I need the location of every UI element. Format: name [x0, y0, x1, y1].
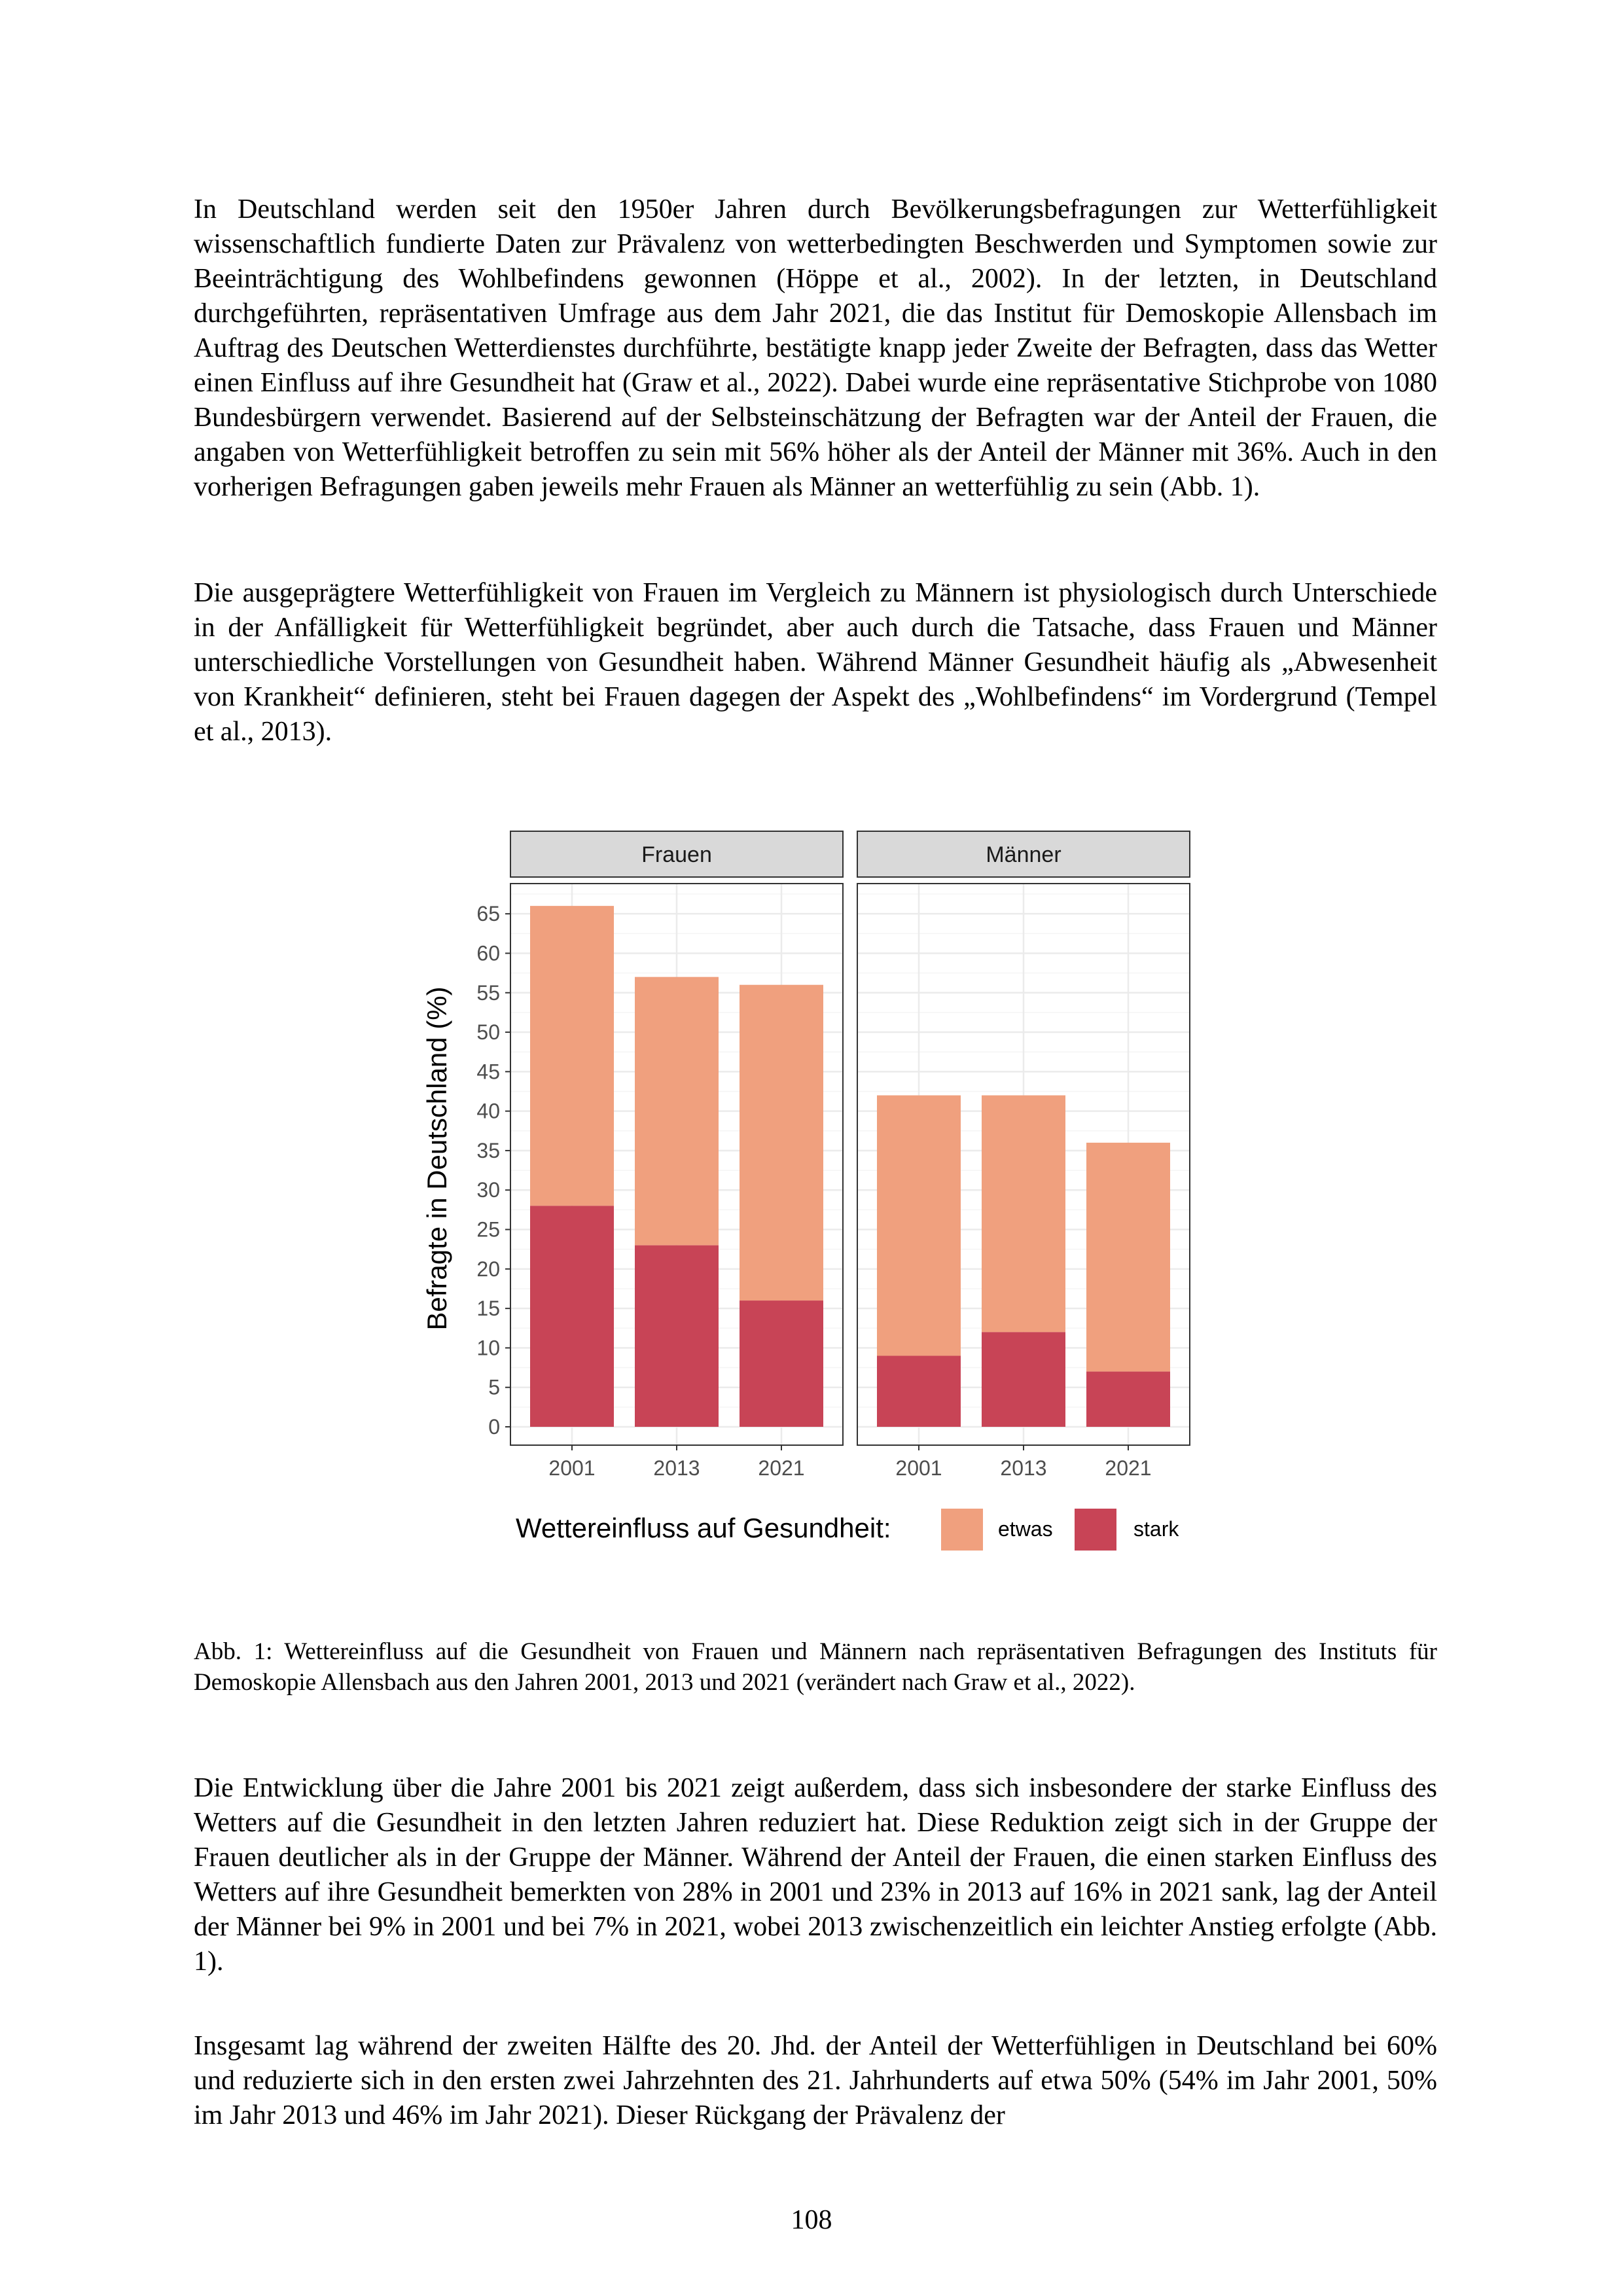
y-tick-label: 15: [476, 1297, 500, 1321]
y-tick-label: 60: [476, 941, 500, 965]
bar-etwas-männer-2013: [982, 1096, 1065, 1333]
facet-label: Männer: [986, 842, 1061, 867]
bar-stark-männer-2001: [877, 1355, 961, 1427]
bar-stark-männer-2021: [1086, 1372, 1170, 1427]
bar-etwas-frauen-2001: [530, 906, 614, 1206]
paragraph-4: Insgesamt lag während der zweiten Hälfte des 20. Jhd. der Anteil der Wetterfühligen in Deutschland bei 60% und reduzierte sich in den ersten zwei Jahrzehnten des 21. Jahrhunderts auf etwa 50% (54% im Jahr 2001, 50% im Jahr 2013 und 46% im Jahr 2021). Dieser Rückgang der Prävalenz der: [194, 2031, 1437, 2130]
y-tick-label: 25: [476, 1217, 500, 1242]
y-tick-label: 0: [488, 1415, 500, 1439]
x-tick-label: 2013: [1000, 1456, 1047, 1480]
y-tick-label: 40: [476, 1099, 500, 1123]
y-tick-label: 45: [476, 1060, 500, 1084]
paragraph-2: Die ausgeprägtere Wetterfühligkeit von Frauen im Vergleich zu Männern ist physiologisch durch Unterschiede in der Anfälligkeit für Wetterfühligkeit begründet, aber auch durch die Tatsache, dass Frauen und Männer unterschiedliche Vorstellungen von Gesundheit haben. Während Männer Gesundheit häufig als „Abwesenheit von Krankheit“ definieren, steht bei Frauen dagegen der Aspekt des „Wohlbefindens“ im Vordergrund (Tempel et al., 2013).: [194, 578, 1437, 747]
x-tick-label: 2001: [895, 1456, 942, 1480]
y-tick-label: 5: [488, 1375, 500, 1399]
x-tick-label: 2001: [548, 1456, 596, 1480]
y-tick-label: 20: [476, 1257, 500, 1281]
y-tick-label: 50: [476, 1020, 500, 1045]
legend-label-stark: stark: [1133, 1517, 1179, 1541]
x-tick-label: 2013: [653, 1456, 700, 1480]
x-tick-label: 2021: [1105, 1456, 1152, 1480]
bar-stark-frauen-2013: [635, 1246, 719, 1427]
bar-stark-frauen-2001: [530, 1206, 614, 1427]
bar-etwas-männer-2021: [1086, 1143, 1170, 1372]
legend-title: Wettereinfluss auf Gesundheit:: [516, 1513, 891, 1543]
y-tick-label: 55: [476, 980, 500, 1005]
bar-etwas-männer-2001: [877, 1096, 961, 1356]
y-tick-label: 30: [476, 1178, 500, 1202]
bar-etwas-frauen-2021: [740, 985, 823, 1300]
y-axis-label: Befragte in Deutschland (%): [421, 986, 452, 1331]
bar-etwas-frauen-2013: [635, 977, 719, 1246]
bar-stark-männer-2013: [982, 1332, 1065, 1427]
paragraph-3: Die Entwicklung über die Jahre 2001 bis 2021 zeigt außerdem, dass sich insbesondere der starke Einfluss des Wetters auf die Gesundheit in den letzten Jahren reduziert hat. Diese Reduktion zeigt sich in der Gruppe der Frauen deutlicher als in der Gruppe der Männer. Während der Anteil der Frauen, die einen starken Einfluss des Wetters auf ihre Gesundheit bemerkten von 28% in 2001 und 23% in 2013 auf 16% in 2021 sank, lag der Anteil der Männer bei 9% in 2001 und bei 7% in 2021, wobei 2013 zwischenzeitlich ein leichter Anstieg erfolgte (Abb. 1).: [194, 1773, 1437, 1977]
legend-swatch-stark: [1075, 1509, 1116, 1551]
page-number: 108: [791, 2205, 832, 2235]
legend-swatch-etwas: [941, 1509, 983, 1551]
y-tick-label: 65: [476, 902, 500, 926]
stacked-bar-chart: [406, 818, 1217, 1584]
legend-label-etwas: etwas: [998, 1517, 1053, 1541]
y-tick-label: 35: [476, 1138, 500, 1162]
paragraph-1: In Deutschland werden seit den 1950er Jahren durch Bevölkerungsbefragungen zur Wetterfühligkeit wissenschaftlich fundierte Daten zur Prävalenz von wetterbedingten Beschwerden und Symptomen sowie zur Beeinträchtigung des Wohlbefindens gewonnen (Höppe et al., 2002). In der letzten, in Deutschland durchgeführten, repräsentativen Umfrage aus dem Jahr 2021, die das Institut für Demoskopie Allensbach im Auftrag des Deutschen Wetterdienstes durchführte, bestätigte knapp jeder Zweite der Befragten, dass das Wetter einen Einfluss auf ihre Gesundheit hat (Graw et al., 2022). Dabei wurde eine repräsentative Stichprobe von 1080 Bundesbürgern verwendet. Basierend auf der Selbsteinschätzung der Befragten war der Anteil der Frauen, die angaben von Wetterfühligkeit betroffen zu sein mit 56% höher als der Anteil der Männer mit 36%. Auch in den vorherigen Befragungen gaben jeweils mehr Frauen als Männer an wetterfühlig zu sein (Abb. 1).: [194, 194, 1437, 502]
bar-stark-frauen-2021: [740, 1300, 823, 1427]
y-tick-label: 10: [476, 1336, 500, 1360]
x-tick-label: 2021: [758, 1456, 805, 1480]
facet-label: Frauen: [641, 842, 712, 867]
figure-caption: Abb. 1: Wettereinfluss auf die Gesundheit von Frauen und Männern nach repräsentativen Befragungen des Instituts für Demoskopie Allensbach aus den Jahren 2001, 2013 und 2021 (verändert nach Graw et al., 2022).: [194, 1638, 1437, 1696]
